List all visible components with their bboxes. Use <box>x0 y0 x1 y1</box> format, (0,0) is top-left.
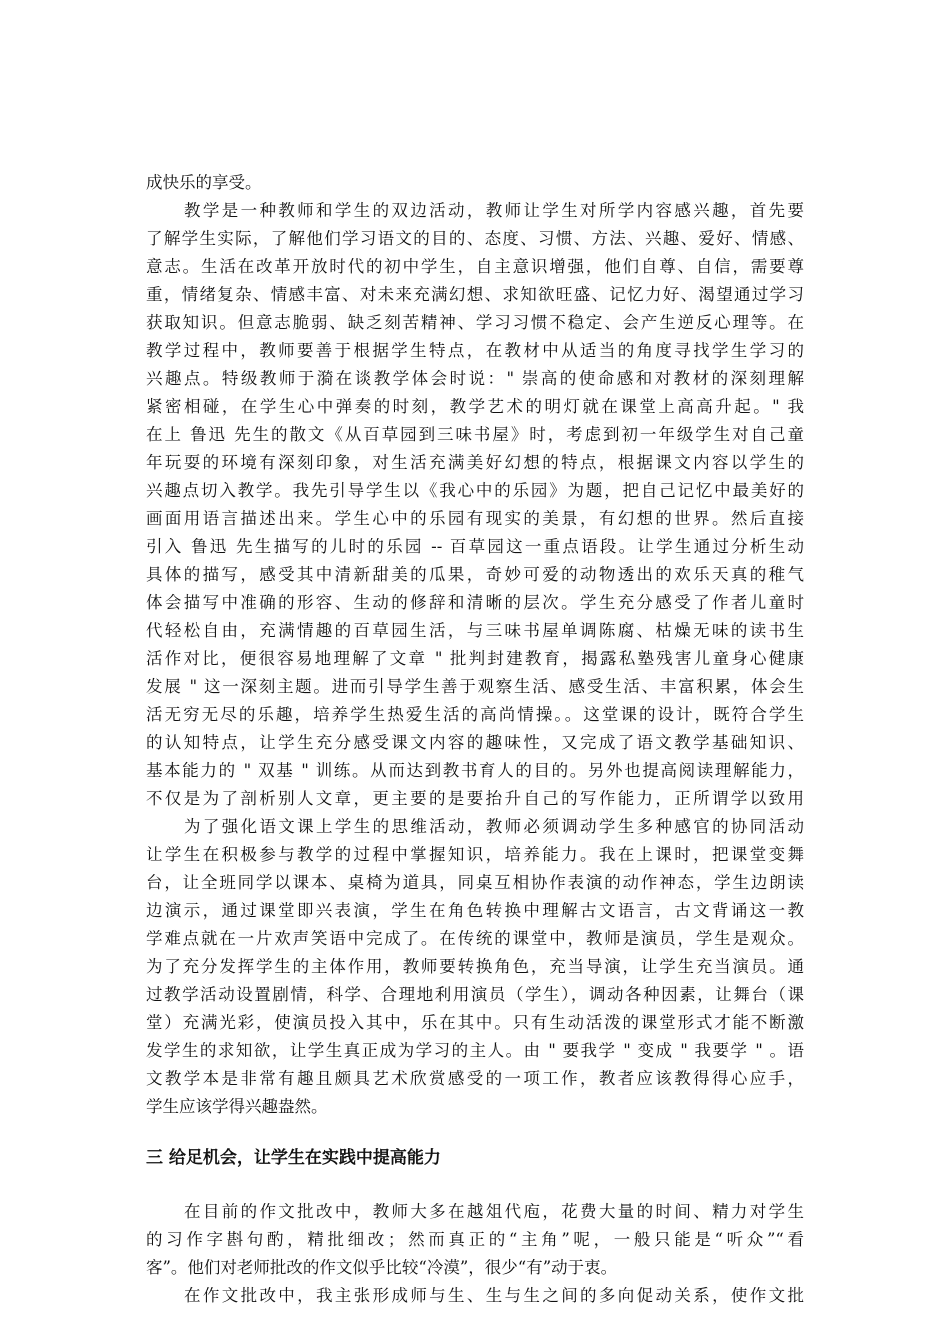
paragraph-line: 的认知特点，让学生充分感受课文内容的趣味性，又完成了语文教学基础知识、 <box>146 733 804 752</box>
paragraph-line: 重，情绪复杂、情感丰富、对未来充满幻想、求知欲旺盛、记忆力好、渴望通过学习 <box>146 285 804 304</box>
paragraph-line: 发展 " 这一深刻主题。进而引导学生善于观察生活、感受生活、丰富积累，体会生 <box>146 677 804 696</box>
paragraph-line: 具体的描写，感受其中清新甜美的瓜果，奇妙可爱的动物透出的欢乐天真的稚气 <box>146 565 804 584</box>
paragraph-line: 获取知识。但意志脆弱、缺乏刻苦精神、学习习惯不稳定、会产生逆反心理等。在 <box>146 313 804 332</box>
paragraph-line: 为了强化语文课上学生的思维活动，教师必须调动学生多种感官的协同活动 <box>184 817 804 836</box>
paragraph-line: 发学生的求知欲，让学生真正成为学习的主人。由 " 要我学 " 变成 " 我要学 " 。语 <box>146 1041 804 1060</box>
paragraph-line: 活无穷无尽的乐趣，培养学生热爱生活的高尚情操。。这堂课的设计，既符合学生 <box>146 705 804 724</box>
paragraph-line: 紧密相碰，在学生心中弹奏的时刻，教学艺术的明灯就在课堂上高高升起。" 我 <box>146 397 804 416</box>
paragraph-line: 意志。生活在改革开放时代的初中学生，自主意识增强，他们自尊、自信，需要尊 <box>146 257 804 276</box>
paragraph-line: 基本能力的 " 双基 " 训练。从而达到教书育人的目的。另外也提高阅读理解能力， <box>146 761 804 780</box>
paragraph-line: 堂）充满光彩，使演员投入其中，乐在其中。只有生动活泼的课堂形式才能不断激 <box>146 1013 804 1032</box>
paragraph-line: 兴趣点。特级教师于漪在谈教学体会时说：" 崇高的使命感和对教材的深刻理解 <box>146 369 804 388</box>
paragraph-line: 文教学本是非常有趣且颇具艺术欣赏感受的一项工作，教者应该教得得心应手， <box>146 1069 804 1088</box>
paragraph-line: 为了充分发挥学生的主体作用，教师要转换角色，充当导演，让学生充当演员。通 <box>146 957 804 976</box>
paragraph-line: 学难点就在一片欢声笑语中完成了。在传统的课堂中，教师是演员，学生是观众。 <box>146 929 804 948</box>
paragraph-line: 活作对比，便很容易地理解了文章 " 批判封建教育，揭露私塾残害儿童身心健康 <box>146 649 804 668</box>
paragraph-line: 体会描写中准确的形容、生动的修辞和清晰的层次。学生充分感受了作者儿童时 <box>146 593 804 612</box>
paragraph-line: 画面用语言描述出来。学生心中的乐园有现实的美景，有幻想的世界。然后直接 <box>146 509 804 528</box>
paragraph-line: 台，让全班同学以课本、桌椅为道具，同桌互相协作表演的动作神态，学生边朗读 <box>146 873 804 892</box>
paragraph-line: 让学生在积极参与教学的过程中掌握知识，培养能力。我在上课时，把课堂变舞 <box>146 845 804 864</box>
paragraph-line: 过教学活动设置剧情，科学、合理地利用演员（学生），调动各种因素，让舞台（课 <box>146 985 804 1004</box>
paragraph-line: 在目前的作文批改中，教师大多在越俎代庖，花费大量的时间、精力对学生 <box>184 1202 804 1221</box>
paragraph-line: 了解学生实际，了解他们学习语文的目的、态度、习惯、方法、兴趣、爱好、情感、 <box>146 229 804 248</box>
paragraph-line: 成快乐的享受。 <box>146 173 262 192</box>
paragraph-line: 不仅是为了剖析别人文章，更主要的是要抬升自己的写作能力，正所谓学以致用 <box>146 789 804 808</box>
paragraph-line: 代轻松自由，充满情趣的百草园生活，与三味书屋单调陈腐、枯燥无味的读书生 <box>146 621 804 640</box>
paragraph-line: 边演示，通过课堂即兴表演，学生在角色转换中理解古文语言，古文背诵这一教 <box>146 901 804 920</box>
section-heading: 三 给足机会，让学生在实践中提高能力 <box>146 1148 441 1168</box>
paragraph-line: 引入 鲁迅 先生描写的儿时的乐园 -- 百草园这一重点语段。让学生通过分析生动 <box>146 537 804 556</box>
paragraph-line: 在上 鲁迅 先生的散文《从百草园到三味书屋》时，考虑到初一年级学生对自己童 <box>146 425 804 444</box>
paragraph-line: 客”。他们对老师批改的作文似乎比较“冷漠”，很少“有”动于衷。 <box>146 1258 618 1277</box>
paragraph-line: 教学过程中，教师要善于根据学生特点，在教材中从适当的角度寻找学生学习的 <box>146 341 804 360</box>
paragraph-line: 学生应该学得兴趣盎然。 <box>146 1097 328 1116</box>
paragraph-line: 年玩耍的环境有深刻印象，对生活充满美好幻想的特点，根据课文内容以学生的 <box>146 453 804 472</box>
paragraph-line: 兴趣点切入教学。我先引导学生以《我心中的乐园》为题，把自己记忆中最美好的 <box>146 481 804 500</box>
paragraph-line: 在作文批改中，我主张形成师与生、生与生之间的多向促动关系，使作文批 <box>184 1286 804 1305</box>
paragraph-line: 的习作字斟句酌，精批细改；然而真正的“主角”呢，一般只能是“听众”“看 <box>146 1230 804 1249</box>
paragraph-line: 教学是一种教师和学生的双边活动，教师让学生对所学内容感兴趣，首先要 <box>184 201 804 220</box>
